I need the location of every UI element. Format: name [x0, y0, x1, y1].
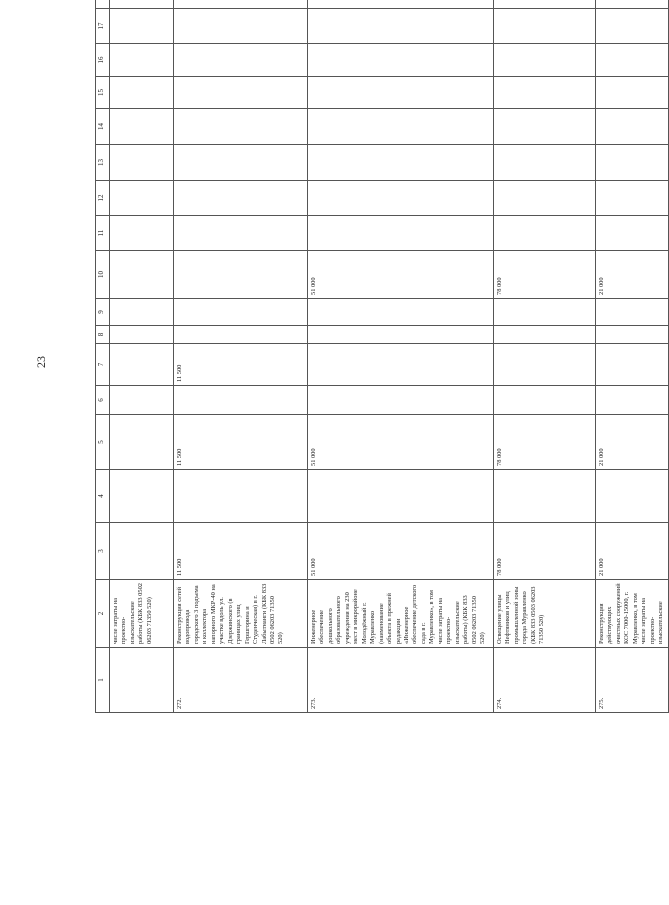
value-cell: [110, 299, 174, 326]
value-cell: 21 000: [596, 251, 669, 299]
item-name-cell: числе затраты на проектно-изыскательские работы (КБК 833 0502 06203 71350 520): [110, 580, 174, 648]
budget-table: [95, 0, 669, 713]
header-cell: 15: [96, 77, 110, 109]
value-cell: 11 500: [174, 415, 308, 470]
value-cell: [596, 44, 669, 77]
header-cell: 6: [96, 386, 110, 415]
value-cell: [110, 344, 174, 386]
value-cell: [494, 145, 596, 181]
row-number-cell: 273.: [308, 648, 494, 713]
table-row: [308, 0, 494, 713]
row-number-cell: 272.: [174, 648, 308, 713]
value-cell: [494, 9, 596, 44]
value-cell: [596, 145, 669, 181]
header-cell: 13: [96, 145, 110, 181]
value-cell: [110, 181, 174, 216]
value-cell: [110, 251, 174, 299]
value-cell: [110, 415, 174, 470]
value-cell: [308, 326, 494, 344]
value-cell: [494, 77, 596, 109]
value-cell: [174, 216, 308, 251]
header-cell: 3: [96, 523, 110, 580]
rotated-table-container: [95, 7, 665, 713]
value-cell: [308, 216, 494, 251]
header-cell: 4: [96, 470, 110, 523]
value-cell: [596, 344, 669, 386]
table-row: [110, 0, 174, 713]
value-cell: [596, 299, 669, 326]
value-cell: [308, 0, 494, 9]
header-cell: 14: [96, 109, 110, 145]
value-cell: [494, 470, 596, 523]
row-number-cell: 275.: [596, 648, 669, 713]
value-cell: 78 000: [494, 251, 596, 299]
header-cell: 11: [96, 216, 110, 251]
value-cell: [596, 181, 669, 216]
value-cell: [110, 523, 174, 580]
value-cell: [596, 9, 669, 44]
value-cell: [494, 109, 596, 145]
value-cell: 78 000: [494, 415, 596, 470]
page-number: 23: [34, 356, 48, 368]
value-cell: 21 000: [596, 415, 669, 470]
header-cell: 8: [96, 326, 110, 344]
value-cell: [494, 344, 596, 386]
header-cell: 12: [96, 181, 110, 216]
value-cell: 11 500: [174, 523, 308, 580]
value-cell: [308, 109, 494, 145]
item-name-cell: Реконструкция действующих очистных сооружений КОС 7000-15000, г. Муравленко, в том числе затраты на проектно-изыскательские: [596, 580, 669, 648]
table-row: [596, 0, 669, 713]
row-number-cell: [110, 648, 174, 713]
value-cell: [308, 386, 494, 415]
header-cell: 9: [96, 299, 110, 326]
value-cell: [174, 181, 308, 216]
value-cell: [174, 109, 308, 145]
value-cell: [110, 145, 174, 181]
row-number-cell: 274.: [494, 648, 596, 713]
value-cell: [174, 326, 308, 344]
value-cell: [596, 326, 669, 344]
value-cell: 51 000: [308, 523, 494, 580]
value-cell: [596, 470, 669, 523]
header-cell: 7: [96, 344, 110, 386]
value-cell: [110, 470, 174, 523]
value-cell: 51 000: [308, 251, 494, 299]
value-cell: [596, 0, 669, 9]
header-cell: 16: [96, 44, 110, 77]
value-cell: [308, 9, 494, 44]
header-cell: [96, 0, 110, 9]
value-cell: [174, 251, 308, 299]
value-cell: [174, 470, 308, 523]
value-cell: [494, 386, 596, 415]
value-cell: [494, 299, 596, 326]
value-cell: [308, 470, 494, 523]
value-cell: [494, 216, 596, 251]
value-cell: [110, 0, 174, 9]
value-cell: [174, 386, 308, 415]
header-cell: 10: [96, 251, 110, 299]
value-cell: [110, 109, 174, 145]
value-cell: [174, 0, 308, 9]
value-cell: [110, 216, 174, 251]
value-cell: [110, 386, 174, 415]
value-cell: [308, 181, 494, 216]
value-cell: [494, 44, 596, 77]
value-cell: [174, 44, 308, 77]
value-cell: [174, 145, 308, 181]
value-cell: [596, 109, 669, 145]
value-cell: [308, 299, 494, 326]
header-cell: 2: [96, 580, 110, 648]
value-cell: [308, 145, 494, 181]
item-name-cell: Реконструкция сетей водопровода городского 3 подъема и коллектора напорного МКР-40 на участке вдоль ул. Дзержинского (в границах улиц Гершгорина и Студенческая) в г. Лабытнанги (КБК 833 0502 06203 71350 520): [174, 580, 308, 648]
value-cell: [494, 181, 596, 216]
table-row: [174, 0, 308, 713]
value-cell: [494, 0, 596, 9]
value-cell: 21 000: [596, 523, 669, 580]
value-cell: [110, 44, 174, 77]
value-cell: [596, 77, 669, 109]
value-cell: 78 000: [494, 523, 596, 580]
value-cell: [174, 9, 308, 44]
item-name-cell: Освещение улицы Нефтяников и улиц промышленной зоны города Муравленко (КБК 833 0503 06203 71350 520): [494, 580, 596, 648]
value-cell: [596, 386, 669, 415]
value-cell: [308, 44, 494, 77]
item-name-cell: Инженерное обеспечение дошкольного образовательного учреждения на 230 мест в микрорайоне Молодёжный г. Муравленко (наименование объекта в прежней редакции «Инженерное обеспечение детского сада в г. Муравленко», в том числе затраты на проектно-изыскательские работы) (КБК 833 0502 06203 71350 520): [308, 580, 494, 648]
value-cell: [110, 9, 174, 44]
header-cell: 17: [96, 9, 110, 44]
value-cell: [308, 344, 494, 386]
header-cell: 5: [96, 415, 110, 470]
value-cell: [174, 77, 308, 109]
value-cell: 51 000: [308, 415, 494, 470]
value-cell: [174, 299, 308, 326]
value-cell: 11 500: [174, 344, 308, 386]
value-cell: [110, 326, 174, 344]
header-row: [96, 0, 110, 713]
table-row: [494, 0, 596, 713]
value-cell: [308, 77, 494, 109]
value-cell: [596, 216, 669, 251]
header-cell: 1: [96, 648, 110, 713]
value-cell: [494, 326, 596, 344]
value-cell: [110, 77, 174, 109]
